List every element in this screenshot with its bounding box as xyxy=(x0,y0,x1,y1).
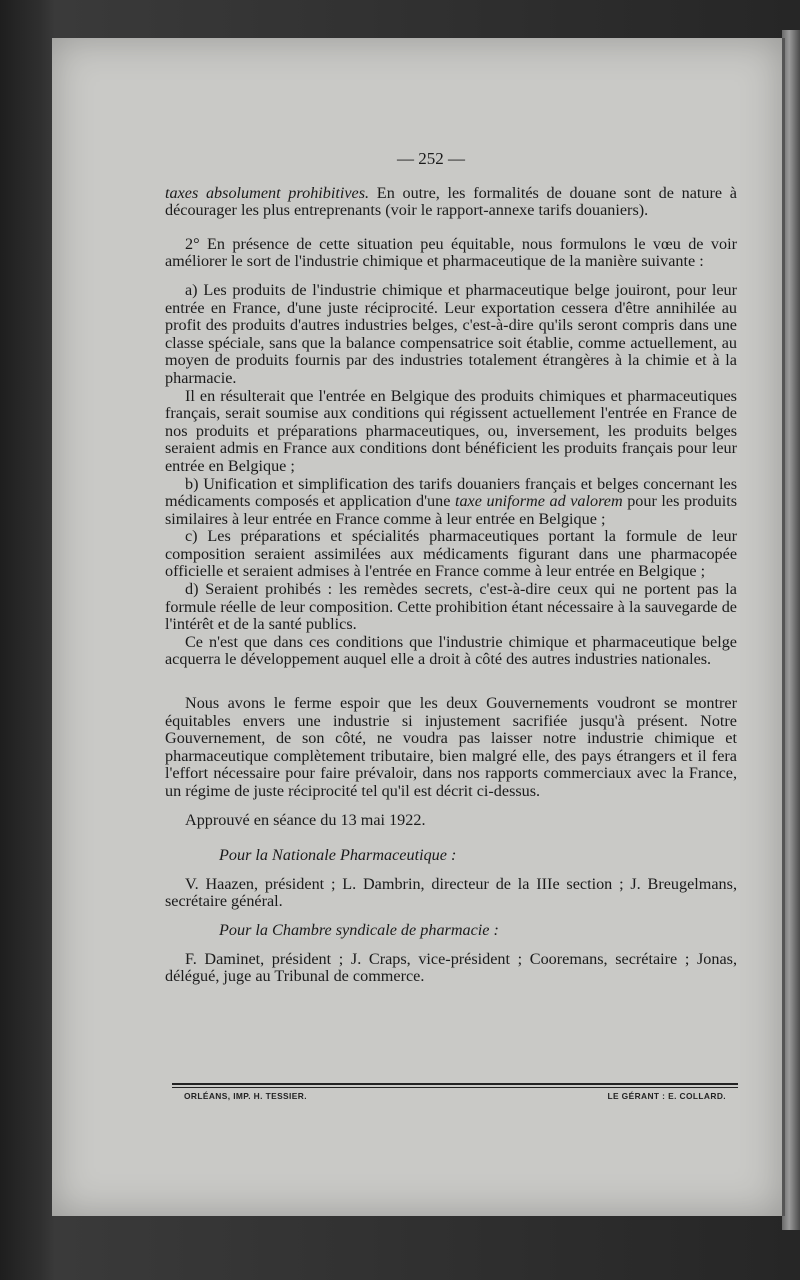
page-number: — 252 — xyxy=(397,149,465,168)
paragraph-b-post: pour les produits similaires à leur entrée en France comme à leur entrée en Belgique ; xyxy=(165,492,738,528)
intro-rest: En outre, les formalités de douane sont de nature à décourager les plus entreprenants (voir le rapport-annexe tarifs douaniers). xyxy=(165,183,737,220)
signature-names-1: V. Haazen, président ; L. Dambrin, directeur de la IIIe section ; J. Breugelmans, secrétaire général. xyxy=(165,874,737,911)
paragraph-ce: Ce n'est que dans ces conditions que l'industrie chimique et pharmaceutique belge acquerra le développement auquel elle a droit à côté des autres industries nationales. xyxy=(165,632,737,669)
paragraph-a: a) Les produits de l'industrie chimique et pharmaceutique belge jouiront, pour leur entrée en France, d'une juste réciprocité. Leur exportation cessera d'être annihilée au profit des produits d'autres industries belges, c'est-à-dire qu'ils seront compris dans une classe spéciale, sans que la balance compensatrice soit établie, comme actuellement, au moyen de produits fournis par des industries totalement étrangères à la chimie et à la pharmacie. xyxy=(165,280,737,387)
paragraph-b xyxy=(165,476,737,529)
signature-heading-2: Pour la Chambre syndicale de pharmacie : xyxy=(219,920,499,939)
paragraph-b-italic: taxe uniforme ad valorem xyxy=(454,492,623,511)
printer-credit: ORLÉANS, IMP. H. TESSIER. xyxy=(184,1091,307,1101)
paragraph-b-pre: b) Unification et simplification des tarifs douaniers français et belges concernant les médicaments composés et application d'une xyxy=(165,474,737,511)
paragraph-il: Il en résulterait que l'entrée en Belgique des produits chimiques et pharmaceutiques français, serait soumise aux conditions qui régissent actuellement l'entrée en France de nos produits et préparations pharmaceutiques, ou, inversement, les produits belges seraient admis en France aux conditions dont bénéficient les produits français pour leur entrée en Belgique ; xyxy=(165,386,737,475)
paragraph-nous: Nous avons le ferme espoir que les deux Gouvernements voudront se montrer équitables envers une industrie si injustement sacrifiée jusqu'à présent. Notre Gouvernement, de son côté, ne voudra pas laisser notre industrie chimique et pharmaceutique complètement tributaire, bien malgré elle, des pays étrangers et il fera l'effort nécessaire pour faire prévaloir, dans nos rapports commerciaux avec la France, un régime de juste réciprocité tel qu'il est décrit ci-dessus. xyxy=(165,694,737,800)
intro-italic: taxes absolument prohibitives. xyxy=(165,183,370,202)
intro-paragraph xyxy=(165,185,737,220)
signature-names-2: F. Daminet, président ; J. Craps, vice-président ; Cooremans, secrétaire ; Jonas, délégué, juge au Tribunal de commerce. xyxy=(165,949,737,986)
paragraph-2: 2° En présence de cette situation peu équitable, nous formulons le vœu de voir améliorer le sort de l'industrie chimique et pharmaceutique de la manière suivante : xyxy=(165,234,737,271)
manager-credit: LE GÉRANT : E. COLLARD. xyxy=(607,1091,726,1101)
page-content xyxy=(165,150,737,986)
footer xyxy=(172,1087,738,1101)
signature-heading-1: Pour la Nationale Pharmaceutique : xyxy=(219,846,457,865)
approval-line: Approuvé en séance du 13 mai 1922. xyxy=(185,810,426,829)
paragraph-c: c) Les préparations et spécialités pharmaceutiques portant la formule de leur composition seraient assimilées aux médicaments figurant dans une pharmacopée officielle et seraient admises à l'entrée en France comme à leur entrée en Belgique ; xyxy=(165,527,737,581)
footer-rule xyxy=(172,1083,738,1101)
paragraph-d: d) Seraient prohibés : les remèdes secrets, c'est-à-dire ceux qui ne portent pas la formule réelle de leur composition. Cette prohibition étant nécessaire à la sauvegarde de l'intérêt et de la santé publics. xyxy=(165,580,737,634)
